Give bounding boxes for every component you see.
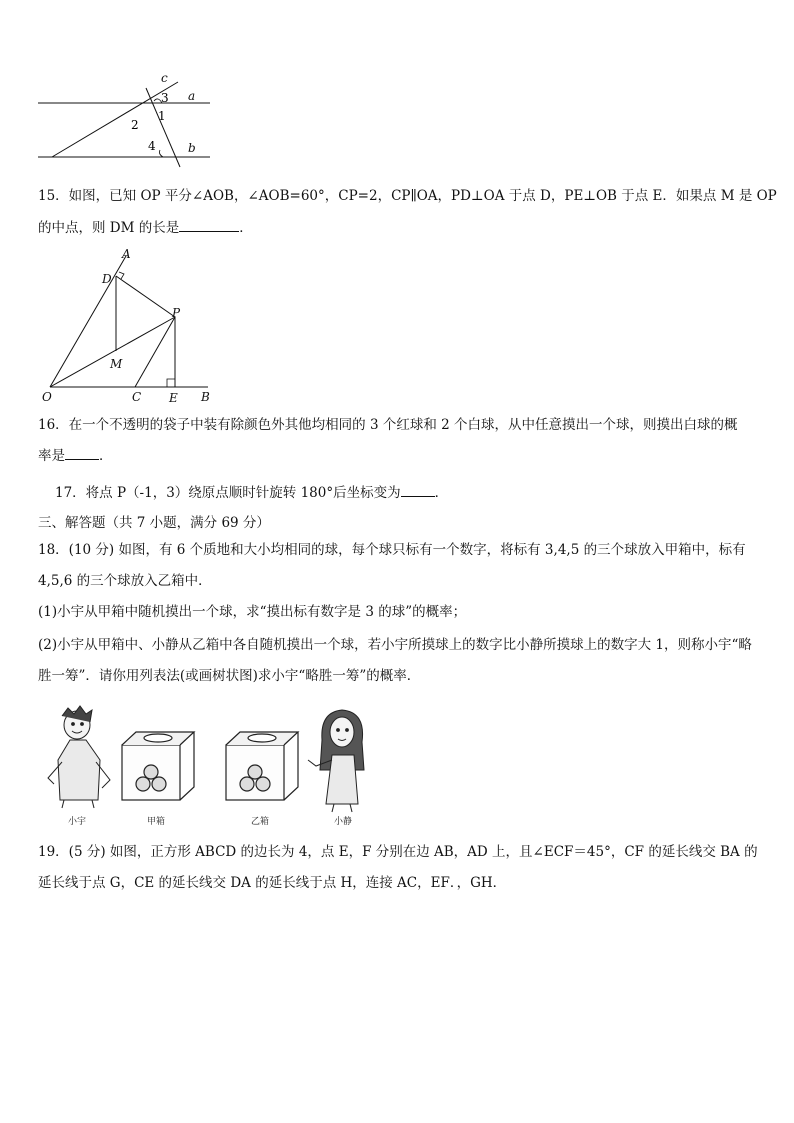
angle-4-label: 4 [148, 139, 156, 153]
q19-line1: 19．(5 分) 如图，正方形 ABCD 的边长为 4，点 E，F 分别在边 AB，AD 上，且∠ECF＝45°，CF 的延长线交 BA 的 [38, 844, 758, 860]
q17-line [55, 483, 448, 502]
label-O: O [42, 390, 52, 404]
q15-line2-suffix: ． [239, 220, 253, 236]
q15-line2-prefix: 的中点，则 DM 的长是 [38, 220, 180, 236]
q17-answer-blank[interactable] [401, 483, 435, 497]
label-a: a [188, 89, 196, 103]
label-M: M [110, 357, 123, 371]
box-A [122, 732, 194, 800]
angle-bisector-figure [38, 245, 218, 405]
segment-PD [116, 276, 175, 317]
label-C: C [132, 390, 142, 404]
q15-line1: 15．如图，已知 OP 平分∠AOB，∠AOB=60°，CP=2，CP∥OA，PD⊥OA 于点 D，PE⊥OB 于点 E．如果点 M 是 OP [38, 188, 777, 204]
q18-part2-line1: (2)小宇从甲箱中、小静从乙箱中各自随机摸出一个球，若小宇所摸球上的数字比小静所摸球上的数字大 1，则称小宇“略 [38, 637, 752, 653]
q17-suffix: ． [434, 485, 449, 501]
q17-prefix: 17．将点 P（-1，3）绕原点顺时针旋转 180°后坐标变为 [55, 485, 401, 501]
caption-box-B: 乙箱 [251, 817, 270, 827]
q16-line2 [38, 446, 113, 465]
caption-box-A: 甲箱 [147, 817, 166, 827]
q15-answer-blank[interactable] [179, 218, 239, 232]
q18-line2: 4,5,6 的三个球放入乙箱中． [38, 573, 212, 589]
parallel-lines-figure [30, 70, 220, 170]
q15-line2 [38, 218, 253, 237]
label-B: B [201, 390, 210, 404]
q16-line2-prefix: 率是 [38, 448, 65, 464]
q18-line1: 18．(10 分) 如图，有 6 个质地和大小均相同的球，每个球只标有一个数字，将标有 3,4,5 的三个球放入甲箱中，标有 [38, 542, 746, 558]
box-B [226, 732, 298, 800]
segment-CP [135, 317, 175, 387]
caption-girl: 小静 [334, 817, 353, 827]
q19-line2: 延长线于点 G，CE 的延长线交 DA 的延长线于点 H，连接 AC，EF．，GH． [38, 875, 507, 891]
boy-figure [48, 706, 110, 808]
angle-3-label: 3 [161, 91, 169, 105]
section3-title: 三、解答题（共 7 小题，满分 69 分） [38, 515, 270, 531]
q16-line1: 16．在一个不透明的袋子中装有除颜色外其他均相同的 3 个红球和 2 个白球，从中任意摸出一个球，则摸出白球的概 [38, 417, 738, 433]
q18-part2-line2: 胜一筹”．请你用列表法(或画树状图)求小宇“略胜一筹”的概率． [38, 668, 421, 684]
angle-2-label: 2 [131, 118, 139, 132]
label-A: A [122, 247, 131, 261]
label-D: D [102, 272, 112, 286]
q18-part1: (1)小宇从甲箱中随机摸出一个球，求“摸出标有数字是 3 的球”的概率； [38, 604, 467, 620]
q16-answer-blank[interactable] [65, 446, 99, 460]
boxes-illustration [40, 700, 380, 828]
label-c: c [161, 71, 168, 85]
q16-line2-suffix: ． [99, 448, 113, 464]
caption-boy: 小宇 [68, 817, 87, 827]
label-E: E [169, 391, 178, 405]
girl-figure [308, 710, 364, 812]
angle-1-label: 1 [158, 109, 166, 123]
label-P: P [172, 306, 181, 320]
label-b: b [188, 141, 196, 155]
segment-OP [50, 317, 175, 387]
